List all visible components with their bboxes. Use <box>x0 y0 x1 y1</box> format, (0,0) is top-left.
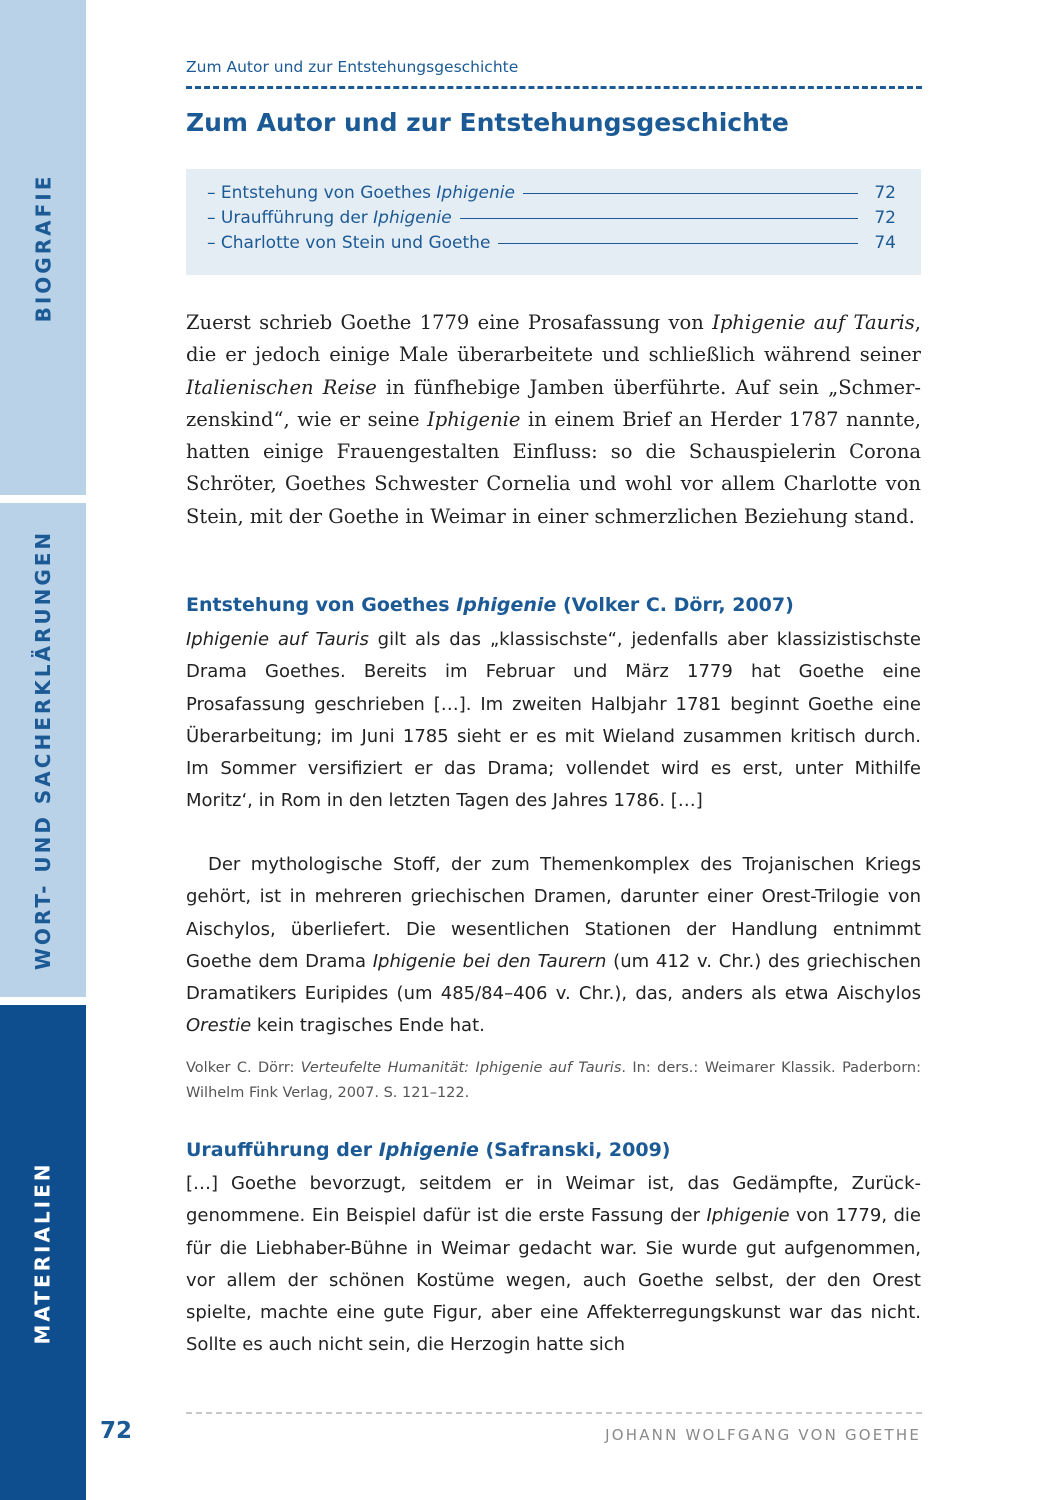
sidebar-tab-materialien[interactable] <box>0 1005 86 1500</box>
source-citation: Volker C. Dörr: Verteufelte Humanität: Iphigenie auf Tauris. In: ders.: Weimarer Klassik. Paderborn: Wilhelm Fink Verlag, 2007. S. 121–122. <box>186 1060 921 1101</box>
toc-leader-line <box>460 218 858 219</box>
page-title: Zum Autor und zur Entstehungsgeschichte <box>186 108 789 137</box>
header-divider <box>186 86 922 89</box>
table-of-contents <box>186 169 921 275</box>
body-paragraph: […] Goethe bevorzugt, seitdem er in Weimar ist, das Gedämpfte, Zurückgenommene. Ein Beispiel dafür ist die erste Fassung der Iphigenie von 1779, die für die Liebhaber-Bühne in Weimar gedacht war. Sie wurde gut aufgenommen, vor allem der schönen Kostüme wegen, auch Goethe selbst, der den Orest spielte, machte eine gute Figur, aber eine Affekterregungskunst war das nicht. Sollte es auch nicht sein, die Herzogin hatte sich <box>186 1173 921 1356</box>
toc-leader-line <box>498 243 858 244</box>
sidebar-tab-biografie[interactable] <box>0 0 86 495</box>
body-paragraph: Iphigenie auf Tauris gilt als das „klassischste“, jedenfalls aber klassizistischste Drama Goethes. Bereits im Februar und März 1779 hat Goethe eine Prosafassung geschrieben […]. Im zweiten Halbjahr 1781 beginnt Goethe eine Überarbeitung; im Juni 1785 sieht er es mit Wieland zusammen kritisch durch. Im Sommer versifiziert er das Drama; vollendet wird es erst, unter Mithilfe Moritz‘, in Rom in den letzten Tagen des Jahres 1786. […] <box>186 629 921 812</box>
toc-item-label: – Charlotte von Stein und Goethe <box>207 233 491 253</box>
sidebar-tab-label: BIOGRAFIE <box>31 173 55 322</box>
toc-item[interactable] <box>207 208 896 233</box>
intro-paragraph: Zuerst schrieb Goethe 1779 eine Prosafassung von Iphigenie auf Tauris, die er jedoch einige Male überarbeitete und schließlich während seiner Italienischen Reise in fünfhebige Jamben überführte. Auf sein „Schmerzenskind“, wie er seine Iphigenie in einem Brief an Herder 1787 nannte, hatten einige Frauengestalten Einfluss: so die Schauspielerin Corona Schröter, Goethes Schwester Cornelia und wohl vor allem Charlotte von Stein, mit der Goethe in Weimar in einer schmerzlichen Beziehung stand. <box>186 311 921 528</box>
running-header: Zum Autor und zur Entstehungsgeschichte <box>186 58 519 76</box>
toc-item-page: 74 <box>874 233 896 253</box>
section-heading-urauffuehrung: Uraufführung der Iphigenie (Safranski, 2009) <box>186 1139 671 1161</box>
toc-item[interactable] <box>207 233 896 258</box>
toc-item-page: 72 <box>874 208 896 228</box>
section-heading-entstehung: Entstehung von Goethes Iphigenie (Volker C. Dörr, 2007) <box>186 594 794 616</box>
sidebar-tab-wort-und-sacherklaerungen[interactable] <box>0 503 86 997</box>
body-paragraph: Der mythologische Stoff, der zum Themenkomplex des Trojanischen Kriegs gehört, ist in mehreren griechischen Dramen, darunter einer Orest-Trilogie von Aischylos, überliefert. Die wesentlichen Stationen der Handlung entnimmt Goethe dem Drama Iphigenie bei den Taurern (um 412 v. Chr.) des griechischen Dramatikers Euripides (um 485/84–406 v. Chr.), das, anders als etwa Aischylos Orestie kein tragisches Ende hat. <box>186 854 921 1037</box>
book-title-footer: JOHANN WOLFGANG VON GOETHE <box>605 1426 921 1444</box>
toc-leader-line <box>523 193 858 194</box>
toc-item-label: – Uraufführung der Iphigenie <box>207 208 452 228</box>
footer-divider <box>186 1412 922 1414</box>
toc-item-label: – Entstehung von Goethes Iphigenie <box>207 183 515 203</box>
toc-item[interactable] <box>207 183 896 208</box>
sidebar-tab-label: WORT- UND SACHERKLÄRUNGEN <box>31 529 56 971</box>
page-number: 72 <box>100 1418 133 1444</box>
sidebar-tab-label: MATERIALIEN <box>31 1160 56 1345</box>
chapter-sidebar <box>0 0 86 1500</box>
toc-item-page: 72 <box>874 183 896 203</box>
